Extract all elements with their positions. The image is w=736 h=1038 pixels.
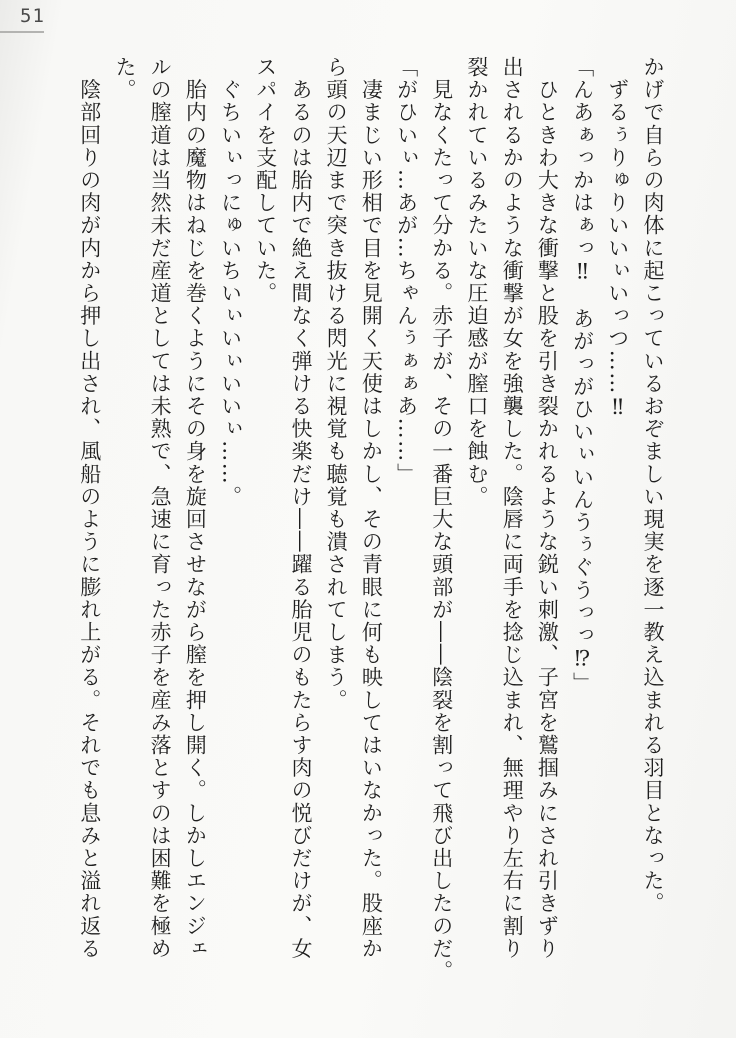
- text-line: ら頭の天辺まで突き抜ける閃光に視覚も聴覚も潰されてしまう。: [324, 56, 349, 712]
- text-line: ルの膣道は当然未だ産道としては未熟で、急速に育った赤子を産み落とすのは困難を極め: [148, 56, 173, 960]
- page-number: 51: [20, 5, 45, 27]
- text-line: 出されるかのような衝撃が女を強襲した。陰唇に両手を捻じ込まれ、無理やり左右に割り: [500, 56, 525, 960]
- text-line: ひときわ大きな衝撃と股を引き裂かれるような鋭い刺激、子宮を鷲掴みにされ引きずり: [535, 56, 560, 960]
- text-line: た。: [112, 56, 137, 102]
- text-line: 「んあぁっかはぁっ‼ あがっがひいぃいんうぅぐうっっ⁉」: [570, 56, 595, 695]
- text-line: スパイを支配していた。: [253, 56, 278, 305]
- text-line: 見なくたって分かる。赤子が、その一番巨大な頭部が――陰裂を割って飛び出したのだ。: [429, 56, 454, 983]
- text-line: 「がひいぃ…あが…ちゃんぅぁぁあ……」: [394, 56, 419, 486]
- text-line: 胎内の魔物はねじを巻くようにその身を旋回させながら膣を押し開く。しかしエンジェ: [183, 56, 208, 960]
- text-line: ぐちいぃっにゅいちいぃいぃいいぃ……。: [218, 56, 243, 508]
- text-line: 陰部回りの肉が内から押し出され、風船のように膨れ上がる。それでも息みと溢れ返る: [77, 56, 102, 960]
- page-number-rule: [0, 31, 44, 33]
- text-line: 裂かれているみたいな圧迫感が膣口を蝕む。: [464, 56, 489, 508]
- text-line: あるのは胎内で絶え間なく弾ける快楽だけ――躍る胎児のもたらす肉の悦びだけが、女: [288, 56, 313, 960]
- text-line: かげで自らの肉体に起こっているおぞましい現実を逐一教え込まれる羽目となった。: [641, 56, 665, 915]
- text-line: ずるぅりゅりいいぃいっつ……‼: [605, 56, 630, 421]
- body-text: [72, 56, 670, 992]
- text-line: 凄まじい形相で目を見開く天使はしかし、その青眼に何も映してはいなかった。股座か: [359, 56, 384, 960]
